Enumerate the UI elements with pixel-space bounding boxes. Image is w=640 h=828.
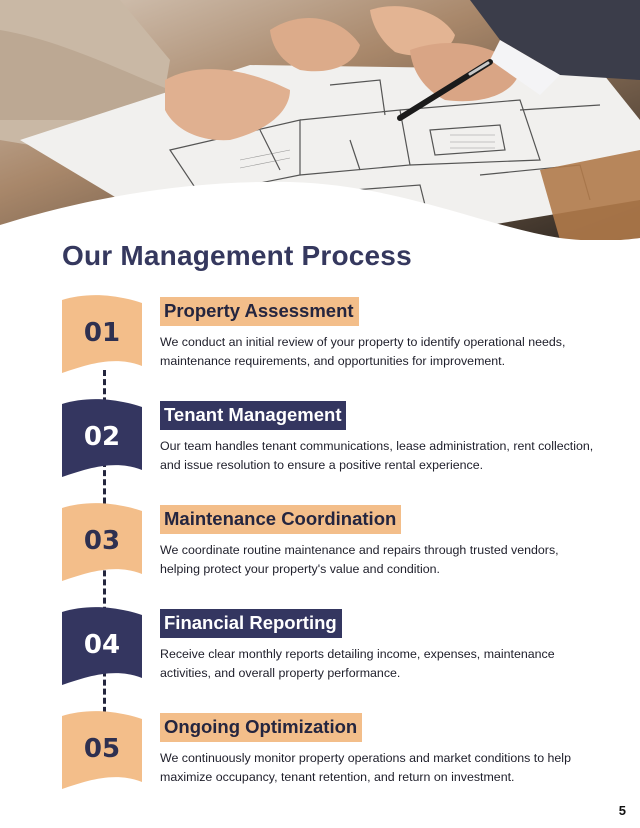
step-2 <box>0 397 640 487</box>
step-title: Tenant Management <box>160 401 346 430</box>
step-1 <box>0 293 640 383</box>
step-number: 02 <box>83 422 121 452</box>
step-title: Financial Reporting <box>160 609 342 638</box>
step-description: We continuously monitor property operations and market conditions to help maximize occupancy, tenant retention, and return on investment. <box>160 751 571 784</box>
step-number-banner <box>62 293 142 373</box>
hero-photo <box>0 0 640 240</box>
step-number: 03 <box>83 526 121 556</box>
step-number-banner <box>62 397 142 477</box>
step-title: Property Assessment <box>160 297 359 326</box>
step-number: 05 <box>83 734 121 764</box>
step-number-banner <box>62 605 142 685</box>
step-description: We conduct an initial review of your property to identify operational needs, maintenance requirements, and opportunities for improvement. <box>160 335 566 368</box>
step-4 <box>0 605 640 695</box>
step-number-banner <box>62 501 142 581</box>
step-description: We coordinate routine maintenance and repairs through trusted vendors, helping protect your property's value and condition. <box>160 543 559 576</box>
page-number: 5 <box>618 803 626 818</box>
page-title: Our Management Process <box>62 240 412 271</box>
step-title: Maintenance Coordination <box>160 505 401 534</box>
step-number: 04 <box>83 630 121 660</box>
step-title: Ongoing Optimization <box>160 713 362 742</box>
step-5 <box>0 709 640 799</box>
step-number: 01 <box>83 318 121 348</box>
step-description: Receive clear monthly reports detailing income, expenses, maintenance activities, and overall property performance. <box>160 647 555 680</box>
step-description: Our team handles tenant communications, lease administration, rent collection, and issue resolution to ensure a positive rental experience. <box>160 439 594 472</box>
step-3 <box>0 501 640 591</box>
step-number-banner <box>62 709 142 789</box>
blueprint-photo-icon <box>0 0 640 240</box>
